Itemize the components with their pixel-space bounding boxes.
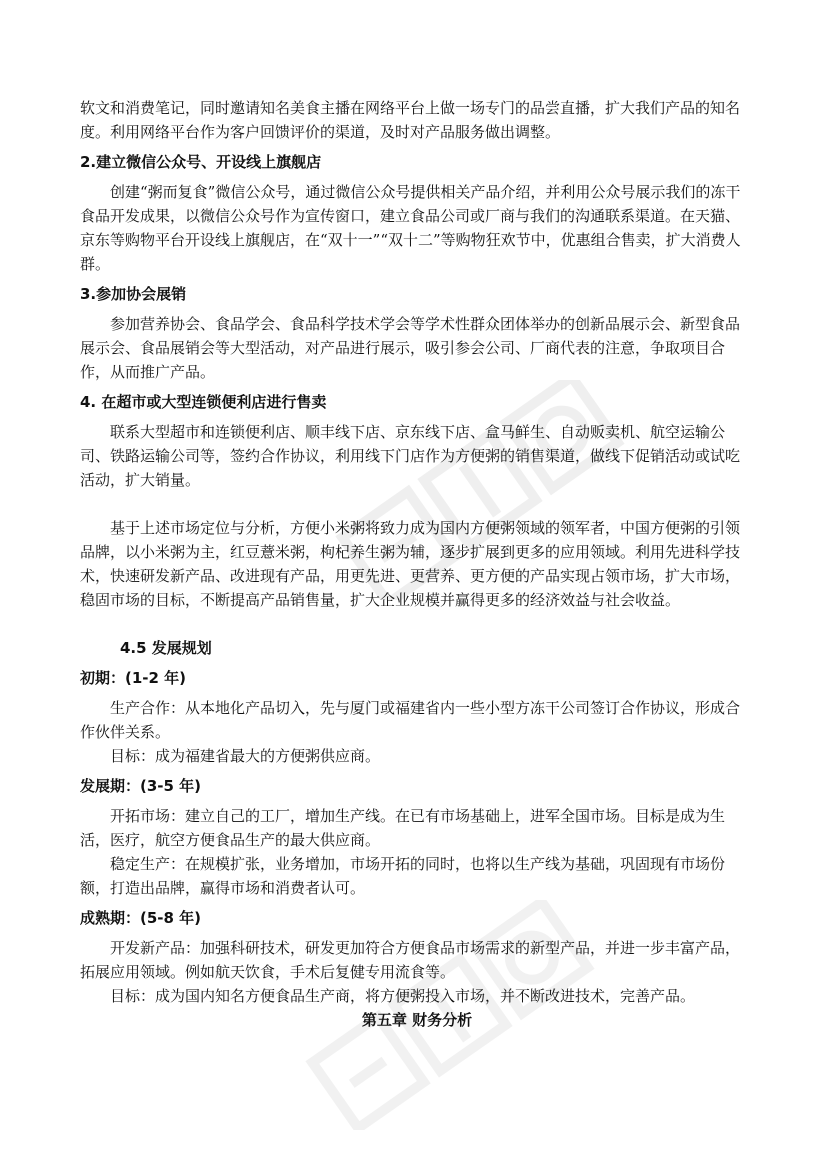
paragraph: 生产合作：从本地化产品切入，先与厦门或福建省内一些小型方冻干公司签订合作协议，形成合作伙伴关系。 [80,699,741,741]
spacer [80,612,754,636]
paragraph: 参加营养协会、食品学会、食品科学技术学会等学术性群众团体举办的创新品展示会、新型食品展示会、食品展销会等大型活动，对产品进行展示，吸引参会公司、厂商代表的注意，争取项目合作，从而推广产品。 [80,315,741,381]
section-title: 4.5 发展规划 [120,639,212,657]
subheading: 3.参加协会展销 [80,285,187,303]
paragraph: 目标：成为福建省最大的方便粥供应商。 [110,747,381,765]
paragraph: 联系大型超市和连锁便利店、顺丰线下店、京东线下店、盒马鲜生、自动贩卖机、航空运输公司、铁路运输公司等，签约合作协议，利用线下门店作为方便粥的销售渠道，做线下促销活动或试吃活动，扩大销量。 [80,423,741,489]
stage-heading: 成熟期：(5-8 年) [80,909,202,927]
paragraph: 开拓市场：建立自己的工厂，增加生产线。在已有市场基础上，进军全国市场。目标是成为生活，医疗，航空方便食品生产的最大供应商。 [80,807,726,849]
paragraph: 开发新产品：加强科研技术，研发更加符合方便食品市场需求的新型产品，并进一步丰富产品，拓展应用领域。例如航天饮食，手术后复健专用流食等。 [80,939,741,981]
paragraph: 目标：成为国内知名方便食品生产商，将方便粥投入市场，并不断改进技术，完善产品。 [110,987,696,1005]
paragraph: 创建“粥而复食”微信公众号，通过微信公众号提供相关产品介绍，并利用公众号展示我们的冻干食品开发成果，以微信公众号作为宣传窗口，建立食品公司或厂商与我们的沟通联系渠道。在天猫、京东等购物平台开设线上旗舰店，在“双十一”“双十二”等购物狂欢节中，优惠组合售卖，扩大消费人群。 [80,183,741,273]
subheading: 4. 在超市或大型连锁便利店进行售卖 [80,393,327,411]
paragraph: 稳定生产：在规模扩张，业务增加，市场开拓的同时，也将以生产线为基础，巩固现有市场份额，打造出品牌，赢得市场和消费者认可。 [80,855,726,897]
subheading: 2.建立微信公众号、开设线上旗舰店 [80,153,322,171]
document-body [80,96,754,1032]
paragraph: 软文和消费笔记，同时邀请知名美食主播在网络平台上做一场专门的品尝直播，扩大我们产品的知名度。利用网络平台作为客户回馈评价的渠道，及时对产品服务做出调整。 [80,99,741,141]
spacer [80,492,754,516]
stage-heading: 发展期：(3-5 年) [80,777,202,795]
paragraph: 基于上述市场定位与分析，方便小米粥将致力成为国内方便粥领域的领军者，中国方便粥的引领品牌，以小米粥为主，红豆薏米粥，枸杞养生粥为辅，逐步扩展到更多的应用领域。利用先进科学技术，快速研发新产品、改进现有产品，用更先进、更营养、更方便的产品实现占领市场，扩大市场，稳固市场的目标，不断提高产品销售量，扩大企业规模并赢得更多的经济效益与社会收益。 [80,519,741,609]
stage-heading: 初期：(1-2 年) [80,669,187,687]
chapter-title: 第五章 财务分析 [361,1011,473,1029]
